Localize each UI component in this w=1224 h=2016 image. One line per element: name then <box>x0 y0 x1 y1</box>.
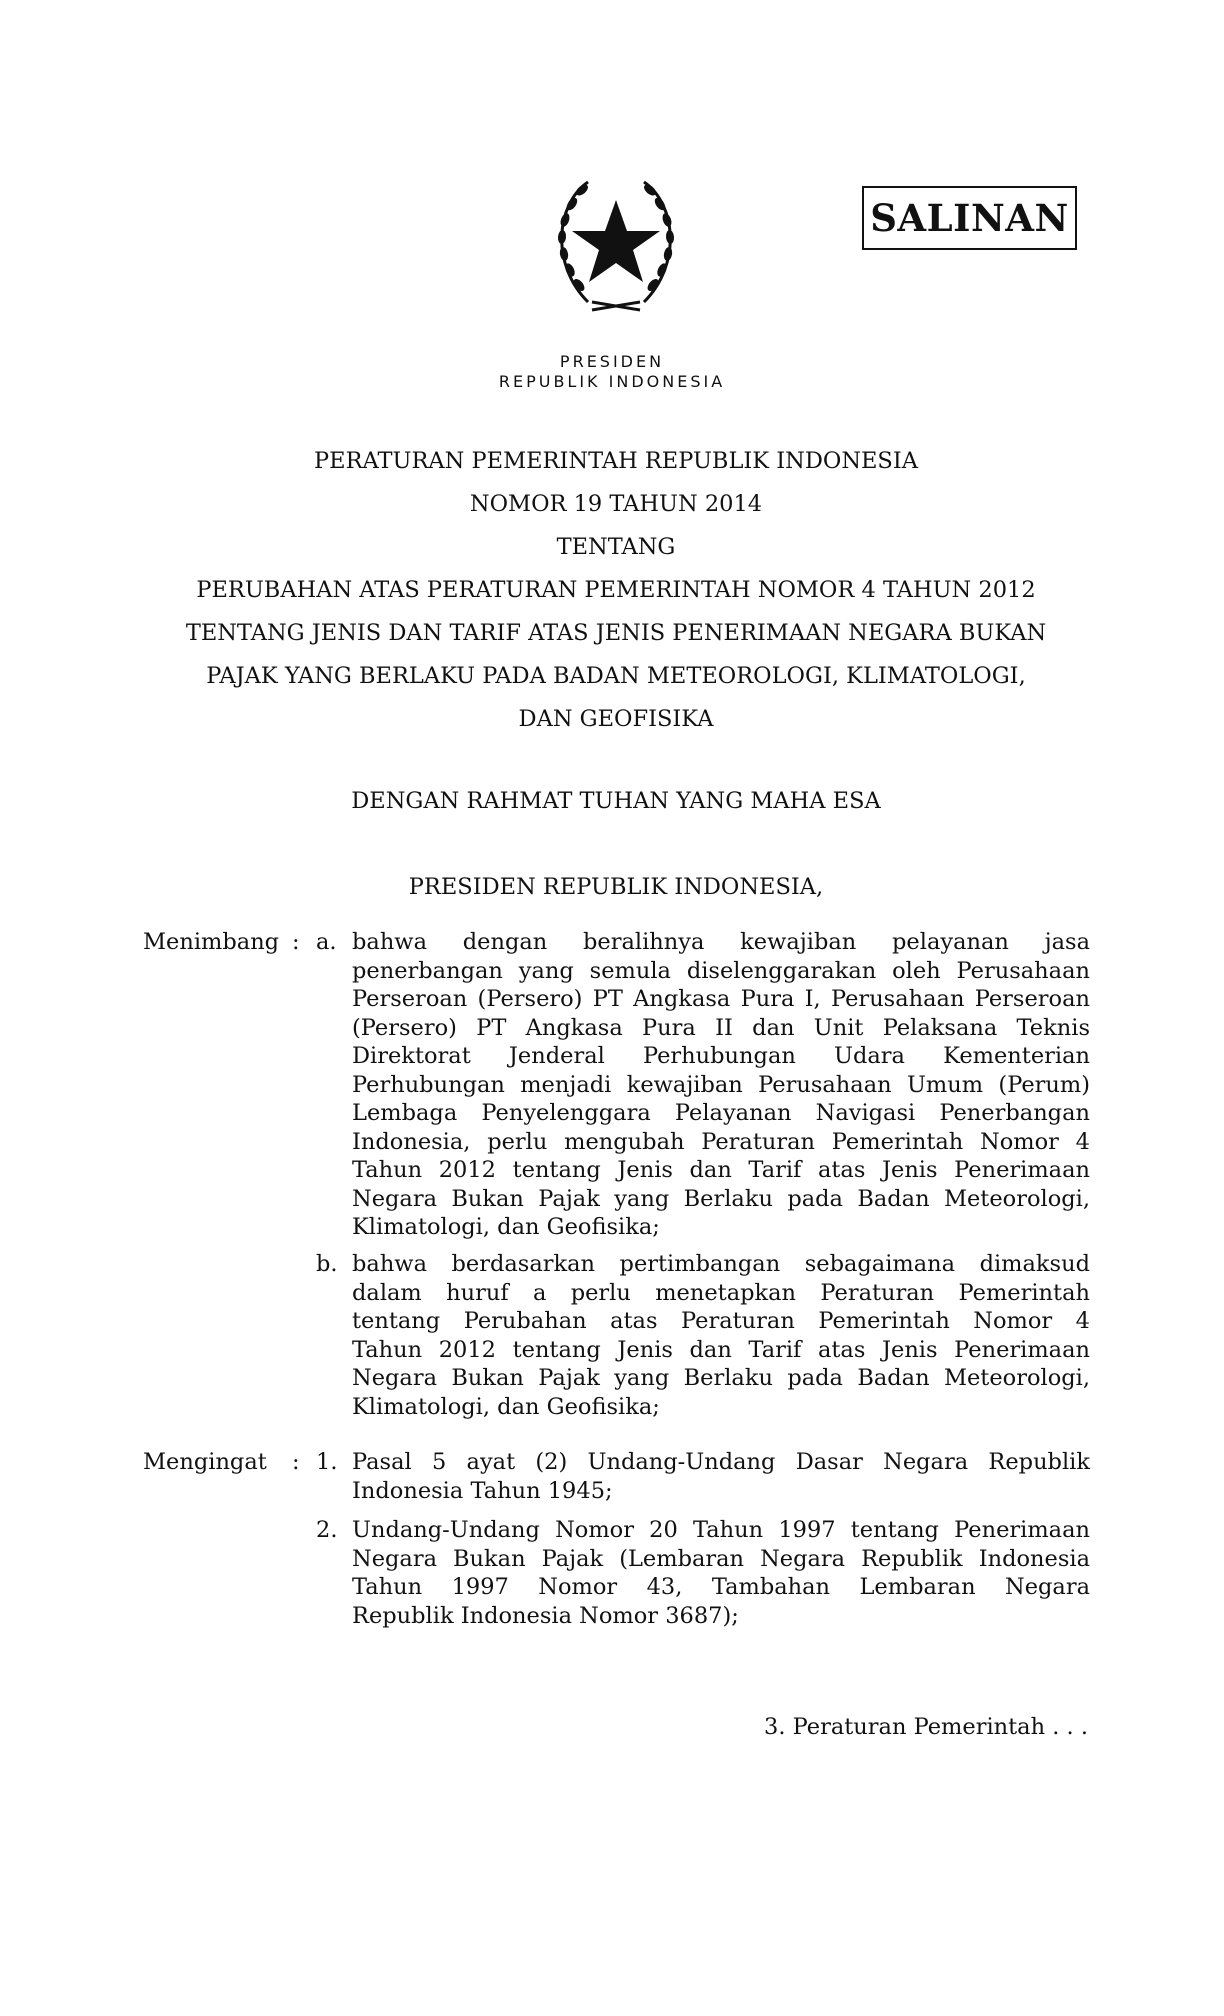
mengingat-item-2 <box>352 1516 1090 1630</box>
text-line: bahwa berdasarkan pertimbangan sebagaimana dimaksud <box>352 1251 1090 1277</box>
text-line: Tahun 2012 tentang Jenis dan Tarif atas Jenis Penerimaan <box>352 1336 1090 1363</box>
menimbang-item-a <box>352 928 1090 1242</box>
text-line: Pasal 5 ayat (2) Undang-Undang Dasar Negara Republik <box>352 1449 1090 1475</box>
mengingat-label: Mengingat <box>143 1449 267 1475</box>
text-line: Negara Bukan Pajak (Lembaran Negara Republik Indonesia <box>352 1545 1090 1572</box>
text-line: dalam huruf a perlu menetapkan Peraturan Pemerintah <box>352 1279 1090 1306</box>
menimbang-item-marker: a. <box>316 929 337 955</box>
menimbang-colon: : <box>292 929 300 955</box>
text-line: Perseroan (Persero) PT Angkasa Pura I, Perusahaan Perseroan <box>352 986 1090 1012</box>
title-line: PAJAK YANG BERLAKU PADA BADAN METEOROLOGI, KLIMATOLOGI, <box>206 663 1026 689</box>
mengingat-colon: : <box>292 1449 300 1475</box>
text-line: Tahun 1997 Nomor 43, Tambahan Lembaran Negara <box>352 1574 1090 1600</box>
text-line: Perhubungan menjadi kewajiban Perusahaan Umum (Perum) <box>352 1071 1090 1098</box>
emblem-caption-presiden: PRESIDEN <box>559 352 665 371</box>
text-line: Tahun 2012 tentang Jenis dan Tarif atas Jenis Penerimaan <box>352 1157 1090 1183</box>
emblem-caption-republik: REPUBLIK INDONESIA <box>498 372 726 391</box>
menimbang-item-marker: b. <box>316 1251 338 1277</box>
text-line: Negara Bukan Pajak yang Berlaku pada Badan Meteorologi, <box>352 1365 1090 1391</box>
presidential-emblem-icon <box>536 164 696 324</box>
regulation-title <box>140 440 1092 741</box>
salinan-stamp: SALINAN <box>862 186 1077 250</box>
menimbang-label: Menimbang <box>143 929 280 955</box>
mengingat-item-marker: 2. <box>316 1517 338 1543</box>
mengingat-item-1 <box>352 1448 1090 1505</box>
text-line: Indonesia Tahun 1945; <box>352 1477 613 1504</box>
page-continuation: 3. Peraturan Pemerintah . . . <box>764 1714 1088 1740</box>
title-line: DAN GEOFISIKA <box>518 706 714 732</box>
text-line: penerbangan yang semula diselenggarakan oleh Perusahaan <box>352 957 1090 984</box>
title-line: NOMOR 19 TAHUN 2014 <box>469 491 763 517</box>
text-line: Undang-Undang Nomor 20 Tahun 1997 tentang Penerimaan <box>352 1517 1090 1543</box>
text-line: Klimatologi, dan Geofisika; <box>352 1393 660 1420</box>
text-line: Klimatologi, dan Geofisika; <box>352 1214 660 1240</box>
text-line: Indonesia, perlu mengubah Peraturan Pemerintah Nomor 4 <box>352 1128 1090 1155</box>
text-line: Lembaga Penyelenggara Pelayanan Navigasi Penerbangan <box>352 1100 1090 1126</box>
title-line: TENTANG <box>556 534 676 560</box>
text-line: Direktorat Jenderal Perhubungan Udara Kementerian <box>352 1043 1090 1069</box>
title-line: PERUBAHAN ATAS PERATURAN PEMERINTAH NOMOR 4 TAHUN 2012 <box>196 577 1036 603</box>
text-line: bahwa dengan beralihnya kewajiban pelayanan jasa <box>352 929 1090 955</box>
preamble-presiden: PRESIDEN REPUBLIK INDONESIA, <box>408 874 824 900</box>
title-line: TENTANG JENIS DAN TARIF ATAS JENIS PENERIMAAN NEGARA BUKAN <box>185 620 1047 646</box>
title-line: PERATURAN PEMERINTAH REPUBLIK INDONESIA <box>314 448 918 474</box>
text-line: Negara Bukan Pajak yang Berlaku pada Badan Meteorologi, <box>352 1185 1090 1212</box>
text-line: Republik Indonesia Nomor 3687); <box>352 1602 739 1629</box>
preamble-rahmat: DENGAN RAHMAT TUHAN YANG MAHA ESA <box>351 788 881 814</box>
mengingat-item-marker: 1. <box>316 1449 338 1475</box>
text-line: tentang Perubahan atas Peraturan Pemerintah Nomor 4 <box>352 1308 1090 1334</box>
text-line: (Persero) PT Angkasa Pura II dan Unit Pelaksana Teknis <box>352 1014 1090 1041</box>
menimbang-item-b <box>352 1250 1090 1421</box>
